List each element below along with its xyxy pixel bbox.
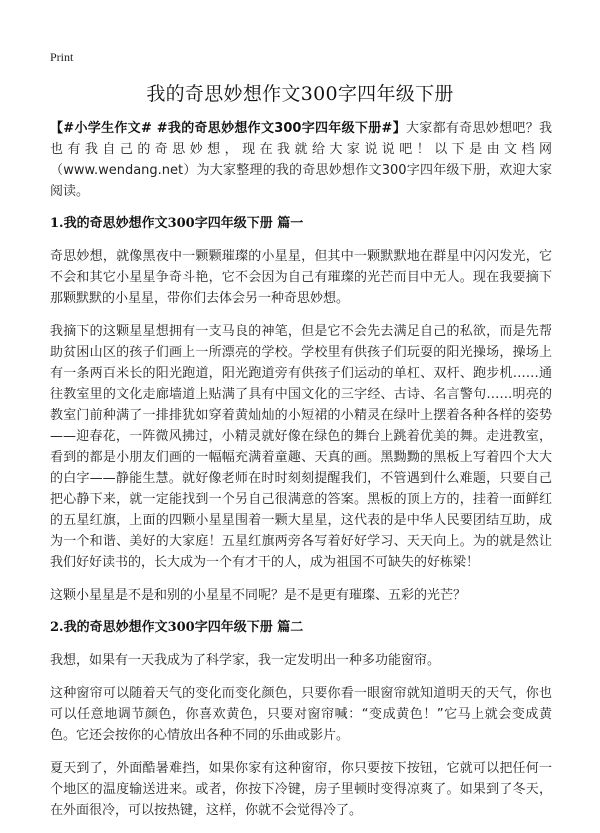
intro-paragraph bbox=[50, 118, 552, 202]
print-link[interactable]: Print bbox=[50, 50, 74, 64]
intro-tag: 【#小学生作文# #我的奇思妙想作文300字四年级下册#】 bbox=[50, 121, 406, 136]
section2-paragraph-1: 我想，如果有一天我成为了科学家，我一定发明出一种多功能窗帘。 bbox=[50, 653, 441, 668]
section1-paragraph-2: 我摘下的这颗星星想拥有一支马良的神笔，但是它不会先去满足自己的私欲，而是先帮助贫困山区的孩子们画上一所漂亮的学校。学校里有供孩子们玩耍的阳光操场，操场上有一条两百米长的阳光跑道，阳光跑道旁有供孩子们运动的单杠、双杆、跑步机……通往教室里的文化走廊墙道上贴满了具有中国文化的三字经、古诗、名言警句……明亮的教室门前种满了一排排犹如穿着黄灿灿的小短裙的小精灵在绿叶上摆着各种各样的姿势——迎春花，一阵微风拂过，小精灵就好像在绿色的舞台上跳着优美的舞。走进教室，看到的都是小朋友们画的一幅幅充满着童趣、天真的画。黑黝黝的黑板上写着四个大大的白字——静能生慧。就好像老师在时时刻刻提醒我们，不管遇到什么难题，只要自己把心静下来，就一定能找到一个另自己很满意的答案。黑板的顶上方的，挂着一面鲜红的五星红旗，上面的四颗小星星围着一颗大星星，这代表的是中华人民要团结互助，成为一个和谐、美好的大家庭！五星红旗两旁各写着好好学习、天天向上。为的就是然让我们好好读书的，长大成为一个有才干的人，成为祖国不可缺失的好栋梁！ bbox=[50, 324, 552, 570]
article-body bbox=[50, 118, 552, 833]
section1-heading: 1.我的奇思妙想作文300字四年级下册 篇一 bbox=[50, 216, 304, 231]
section2-paragraph-3: 夏天到了，外面酷暑难挡，如果你家有这种窗帘，你只要按下按钮，它就可以把任何一个地区的温度输送进来。或者，你按下冷键，房子里顿时变得凉爽了。如果到了冬天，在外面很冷，可以按热键，这样，你就不会觉得冷了。 bbox=[50, 761, 552, 818]
section1-paragraph-1: 奇思妙想，就像黑夜中一颗颗璀璨的小星星，但其中一颗默默地在群星中闪闪发光，它不会和其它小星星争奇斗艳，它不会因为自己有璀璨的光芒而目中无人。现在我要摘下那颗默默的小星星，带你们去体会另一种奇思妙想。 bbox=[50, 249, 552, 306]
section1-paragraph-3: 这颗小星星是不是和别的小星星不同呢？是不是更有璀璨、五彩的光芒？ bbox=[50, 588, 467, 603]
page-title: 我的奇思妙想作文300字四年级下册 bbox=[146, 83, 454, 105]
intro-text: 大家都有奇思妙想吧？我也有我自己的奇思妙想，现在我就给大家说说吧！以下是由文档网（ bbox=[50, 121, 552, 178]
source-link[interactable]: www.wendang.net bbox=[63, 163, 184, 178]
intro-text-end: ）为大家整理的我的奇思妙想作文300字四年级下册，欢迎大家阅读。 bbox=[50, 163, 552, 199]
section2-heading: 2.我的奇思妙想作文300字四年级下册 篇二 bbox=[50, 620, 304, 635]
section2-paragraph-2: 这种窗帘可以随着天气的变化而变化颜色，只要你看一眼窗帘就知道明天的天气，你也可以任意地调节颜色，你喜欢黄色，只要对窗帘喊：“变成黄色！”它马上就会变成黄色。它还会按你的心情放出各种不同的乐曲或影片。 bbox=[50, 686, 552, 743]
